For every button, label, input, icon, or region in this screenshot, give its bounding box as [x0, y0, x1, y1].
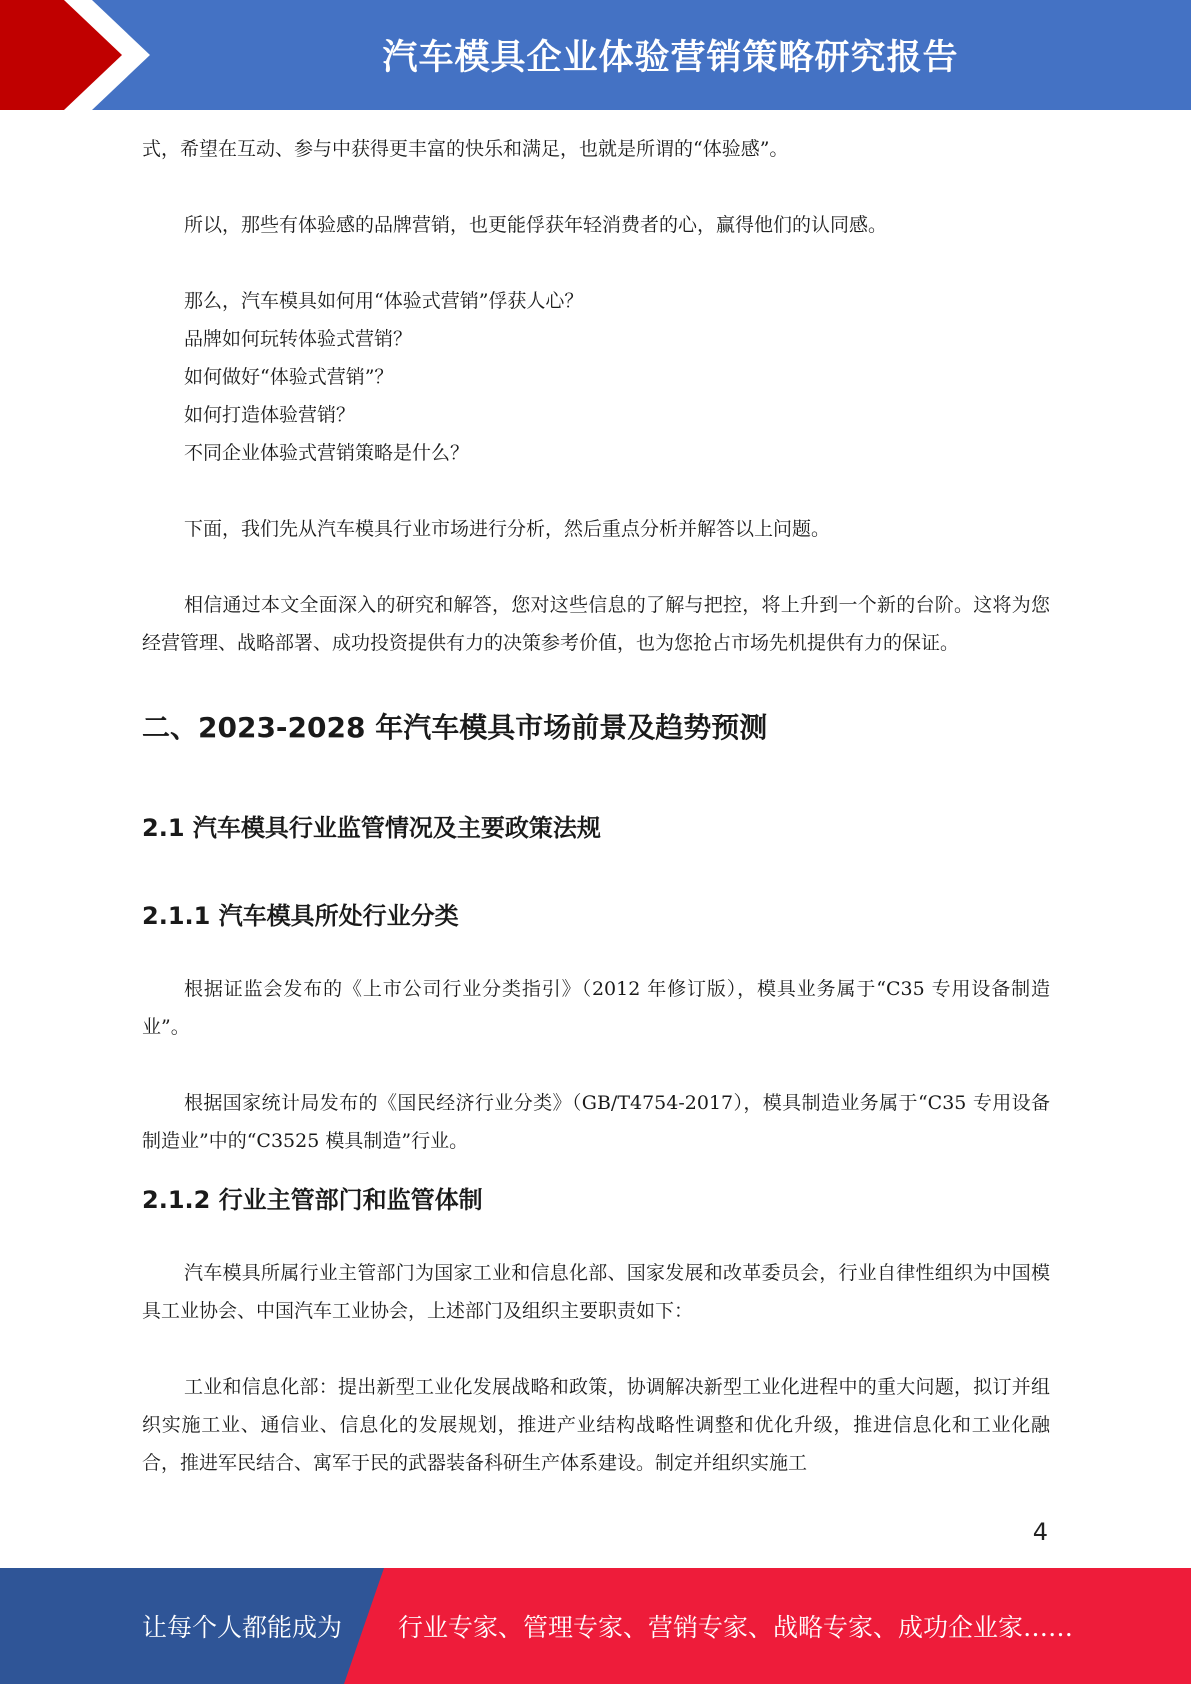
footer-slogan-right: 行业专家、管理专家、营销专家、战略专家、成功企业家……	[398, 1613, 1074, 1642]
page-footer	[0, 1568, 1191, 1684]
document-body	[142, 130, 1050, 1482]
paragraph: 根据证监会发布的《上市公司行业分类指引》（2012 年修订版），模具业务属于“C35 专用设备制造业”。	[142, 978, 1050, 1038]
paragraph: 下面，我们先从汽车模具行业市场进行分析，然后重点分析并解答以上问题。	[184, 518, 831, 540]
question-item: 品牌如何玩转体验式营销？	[184, 328, 413, 350]
paragraph: 式，希望在互动、参与中获得更丰富的快乐和满足，也就是所谓的“体验感”。	[142, 138, 789, 160]
paragraph: 根据国家统计局发布的《国民经济行业分类》（GB/T4754-2017），模具制造业务属于“C35 专用设备制造业”中的“C3525 模具制造”行业。	[142, 1092, 1050, 1152]
paragraph: 工业和信息化部：提出新型工业化发展战略和政策，协调解决新型工业化进程中的重大问题，拟订并组织实施工业、通信业、信息化的发展规划，推进产业结构战略性调整和优化升级，推进信息化和工业化融合，推进军民结合、寓军于民的武器装备科研生产体系建设。制定并组织实施工	[142, 1376, 1050, 1474]
question-item: 如何打造体验营销？	[184, 404, 356, 426]
question-item: 不同企业体验式营销策略是什么？	[184, 442, 470, 464]
paragraph: 所以，那些有体验感的品牌营销，也更能俘获年轻消费者的心，赢得他们的认同感。	[184, 214, 888, 236]
header-arrow-decoration	[0, 0, 160, 110]
subsubsection-heading: 2.1.2 行业主管部门和监管体制	[142, 1186, 483, 1214]
section-heading: 二、2023-2028 年汽车模具市场前景及趋势预测	[142, 711, 768, 744]
page-header	[0, 0, 1191, 110]
subsection-heading: 2.1 汽车模具行业监管情况及主要政策法规	[142, 814, 601, 842]
question-item: 如何做好“体验式营销”？	[184, 366, 394, 388]
paragraph: 汽车模具所属行业主管部门为国家工业和信息化部、国家发展和改革委员会，行业自律性组织为中国模具工业协会、中国汽车工业协会，上述部门及组织主要职责如下：	[142, 1262, 1050, 1322]
footer-slogan-left: 让每个人都能成为	[142, 1613, 343, 1642]
header-title: 汽车模具企业体验营销策略研究报告	[382, 38, 959, 78]
question-item: 那么，汽车模具如何用“体验式营销”俘获人心？	[184, 290, 584, 312]
question-list	[142, 282, 1050, 472]
subsubsection-heading: 2.1.1 汽车模具所处行业分类	[142, 902, 459, 930]
page-number: 4	[1032, 1518, 1048, 1546]
paragraph: 相信通过本文全面深入的研究和解答，您对这些信息的了解与把控，将上升到一个新的台阶。这将为您经营管理、战略部署、成功投资提供有力的决策参考价值，也为您抢占市场先机提供有力的保证。	[142, 594, 1050, 654]
